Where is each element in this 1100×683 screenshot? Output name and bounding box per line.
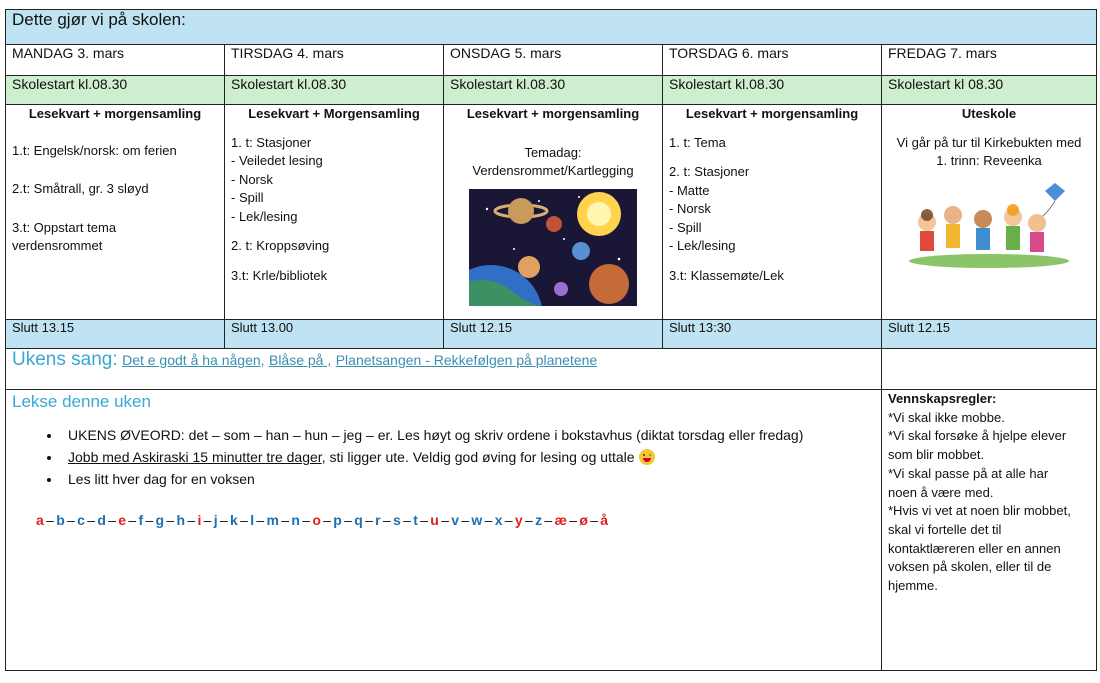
letter-separator: –	[203, 512, 212, 528]
alphabet-letter: m	[266, 512, 280, 528]
activity-heading: Uteskole	[961, 106, 1017, 121]
alphabet-letter: v	[451, 512, 460, 528]
homework-section	[6, 390, 882, 671]
alphabet-letter: u	[430, 512, 440, 528]
schedule-line: - Lek/lesing	[669, 238, 736, 253]
children-outdoors-illustration	[905, 177, 1073, 269]
week-table	[5, 9, 1097, 671]
schedule-wednesday	[444, 105, 663, 320]
schedule-line: - Norsk	[231, 171, 273, 187]
letter-separator: –	[323, 512, 332, 528]
schedule-line: 1. t: Stasjoner	[231, 134, 312, 150]
song-link-2[interactable]: Blåse på ,	[268, 352, 332, 368]
letter-separator: –	[484, 512, 493, 528]
alphabet-letter: w	[471, 512, 483, 528]
week-song	[6, 349, 882, 390]
alphabet-letter: a	[36, 512, 45, 528]
alphabet-letter: i	[197, 512, 202, 528]
schedule-friday	[882, 105, 1097, 320]
schedule-line: - Spill	[231, 190, 264, 205]
start-time-thursday: Skolestart kl.08.30	[663, 76, 882, 105]
alphabet-letter: e	[118, 512, 127, 528]
start-time-wednesday: Skolestart kl.08.30	[444, 76, 663, 105]
letter-separator: –	[108, 512, 117, 528]
schedule-line: verdensrommet	[12, 238, 103, 253]
activity-heading: Lesekvart + Morgensamling	[248, 106, 420, 121]
rule-line: skal vi fortelle det til	[888, 521, 1002, 537]
song-label: Ukens sang:	[12, 349, 118, 370]
schedule-line: 3.t: Krle/bibliotek	[231, 267, 328, 283]
letter-separator: –	[166, 512, 175, 528]
alphabet-letter: å	[600, 512, 609, 528]
schedule-tuesday	[225, 105, 444, 320]
schedule-line: 1.t: Engelsk/norsk: om ferien	[12, 142, 177, 158]
letter-separator: –	[145, 512, 154, 528]
alphabet-letter: t	[413, 512, 419, 528]
rule-line: noen å være med.	[888, 484, 994, 500]
letter-separator: –	[461, 512, 470, 528]
schedule-line: Vi går på tur til Kirkebukten med	[896, 134, 1082, 150]
start-time-tuesday: Skolestart kl.08.30	[225, 76, 444, 105]
alphabet-letter: x	[494, 512, 503, 528]
schedule-line: 3.t: Klassemøte/Lek	[669, 267, 784, 283]
schedule-line: Verdensrommet/Kartlegging	[472, 163, 634, 178]
alphabet-letter: y	[514, 512, 523, 528]
alphabet-letter: æ	[554, 512, 568, 528]
alphabet-letter: b	[56, 512, 66, 528]
letter-separator: –	[87, 512, 96, 528]
day-header-monday: MANDAG 3. mars	[6, 45, 225, 76]
schedule-thursday	[663, 105, 882, 320]
schedule-line: 3.t: Oppstart tema	[12, 219, 117, 235]
letter-separator: –	[524, 512, 534, 528]
letter-separator: –	[128, 512, 137, 528]
letter-separator: –	[219, 512, 229, 528]
list-item	[62, 424, 875, 446]
homework-heading: Lekse denne uken	[12, 392, 151, 411]
schedule-monday	[6, 105, 225, 320]
homework-text: , sti ligger ute. Veldig god øving for lesing og uttale	[321, 449, 635, 465]
schedule-line: - Lek/lesing	[231, 208, 298, 224]
end-time-thursday: Slutt 13:30	[663, 320, 882, 349]
list-item	[62, 468, 875, 490]
alphabet-letter: z	[535, 512, 543, 528]
list-item	[62, 446, 875, 468]
song-link-3[interactable]: Planetsangen - Rekkefølgen på planetene	[335, 352, 598, 368]
alphabet-letter: h	[176, 512, 186, 528]
rule-line: hjemme.	[888, 578, 938, 594]
letter-separator: –	[67, 512, 76, 528]
alphabet-letter: q	[354, 512, 364, 528]
alphabet-letter: c	[77, 512, 86, 528]
homework-list	[12, 424, 875, 490]
friendship-rules	[882, 390, 1097, 671]
schedule-line: 2. t: Kroppsøving	[231, 238, 330, 253]
letter-separator: –	[504, 512, 513, 528]
rule-line: *Vi skal passe på at alle har	[888, 465, 1049, 481]
alphabet-letter: p	[333, 512, 343, 528]
alphabet-letter: j	[213, 512, 218, 528]
schedule-line: - Veiledet lesing	[231, 153, 323, 168]
letter-separator: –	[420, 512, 429, 528]
day-header-friday: FREDAG 7. mars	[882, 45, 1097, 76]
letter-separator: –	[344, 512, 353, 528]
rule-line: voksen på skolen, eller til de	[888, 559, 1052, 575]
schedule-line: - Matte	[669, 182, 710, 198]
start-time-monday: Skolestart kl.08.30	[6, 76, 225, 105]
day-header-thursday: TORSDAG 6. mars	[663, 45, 882, 76]
letter-separator: –	[569, 512, 578, 528]
day-header-tuesday: TIRSDAG 4. mars	[225, 45, 444, 76]
rule-line: som blir mobbet.	[888, 447, 985, 463]
letter-separator: –	[590, 512, 599, 528]
alphabet-row	[36, 512, 875, 528]
activity-heading: Lesekvart + morgensamling	[685, 106, 859, 121]
day-header-wednesday: ONSDAG 5. mars	[444, 45, 663, 76]
alphabet-letter: g	[155, 512, 165, 528]
planets-illustration	[469, 189, 637, 306]
alphabet-letter: d	[97, 512, 107, 528]
rule-line: *Vi skal ikke mobbe.	[888, 409, 1005, 425]
end-time-tuesday: Slutt 13.00	[225, 320, 444, 349]
schedule-line: - Norsk	[669, 201, 711, 216]
song-link-1[interactable]: Det e godt å ha någen,	[122, 352, 265, 368]
schedule-line: 2. t: Stasjoner	[669, 164, 750, 179]
schedule-line: - Spill	[669, 219, 702, 235]
schedule-line: 2.t: Småtrall, gr. 3 sløyd	[12, 181, 149, 196]
homework-link[interactable]: Jobb med Askiraski 15 minutter tre dager	[68, 449, 322, 465]
alphabet-letter: o	[312, 512, 322, 528]
letter-separator: –	[544, 512, 553, 528]
alphabet-letter: l	[250, 512, 255, 528]
activity-heading: Lesekvart + morgensamling	[466, 106, 640, 121]
empty-cell	[882, 349, 1097, 390]
letter-separator: –	[256, 512, 265, 528]
letter-separator: –	[403, 512, 412, 528]
letter-separator: –	[382, 512, 392, 528]
page-title: Dette gjør vi på skolen:	[6, 10, 1097, 45]
smiley-icon	[639, 449, 655, 465]
letter-separator: –	[441, 512, 450, 528]
homework-text: Les litt hver dag for en voksen	[68, 471, 255, 487]
weekly-plan	[5, 9, 1096, 680]
end-time-friday: Slutt 12.15	[882, 320, 1097, 349]
end-time-wednesday: Slutt 12.15	[444, 320, 663, 349]
alphabet-letter: f	[138, 512, 144, 528]
letter-separator: –	[302, 512, 311, 528]
alphabet-letter: n	[291, 512, 301, 528]
schedule-line: Temadag:	[524, 144, 582, 160]
letter-separator: –	[46, 512, 55, 528]
start-time-friday: Skolestart kl 08.30	[882, 76, 1097, 105]
rules-heading: Vennskapsregler:	[888, 391, 997, 406]
alphabet-letter: r	[375, 512, 381, 528]
letter-separator: –	[187, 512, 196, 528]
alphabet-letter: k	[230, 512, 239, 528]
rule-line: *Vi skal forsøke å hjelpe elever	[888, 428, 1067, 444]
homework-text: UKENS ØVEORD: det – som – han – hun – jeg – er. Les høyt og skriv ordene i bokstavhus (diktat torsdag eller fredag)	[68, 427, 804, 443]
letter-separator: –	[240, 512, 249, 528]
alphabet-letter: ø	[579, 512, 589, 528]
activity-heading: Lesekvart + morgensamling	[28, 106, 202, 121]
schedule-line: 1. t: Tema	[669, 134, 726, 150]
letter-separator: –	[281, 512, 290, 528]
schedule-line: 1. trinn: Reveenka	[936, 153, 1042, 168]
rule-line: kontaktlæreren eller en annen	[888, 540, 1061, 556]
rule-line: *Hvis vi vet at noen blir mobbet,	[888, 503, 1071, 519]
end-time-monday: Slutt 13.15	[6, 320, 225, 349]
letter-separator: –	[365, 512, 374, 528]
alphabet-letter: s	[393, 512, 402, 528]
